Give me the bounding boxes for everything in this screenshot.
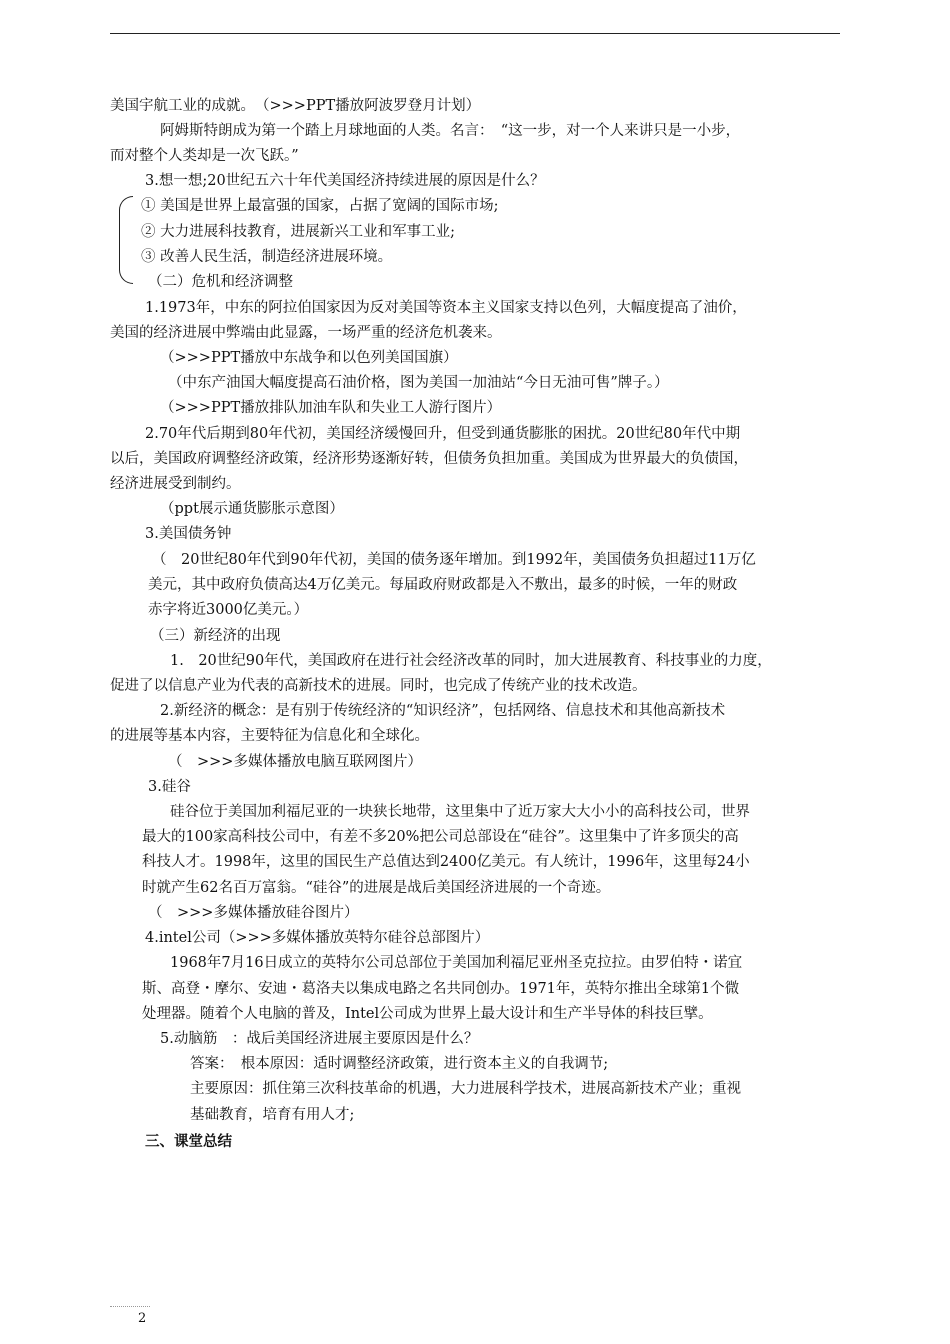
footer-rule (110, 1306, 150, 1307)
text-line: 赤字将近3000亿美元。） (148, 602, 309, 618)
text-line: 促进了以信息产业为代表的高新技术的进展。同时，也完成了传统产业的技术改造。 (110, 678, 647, 694)
text-line: （中东产油国大幅度提高石油价格，图为美国一加油站“今日无油可售”牌子。） (168, 375, 669, 391)
text-line: 阿姆斯特朗成为第一个踏上月球地面的人类。名言： “这一步，对一个人来讲只是一小步， (160, 123, 741, 139)
text-line: 2.70年代后期到80年代初，美国经济缓慢回升，但受到通货膨胀的困扰。20世纪80年代中期 (145, 426, 741, 442)
text-line: 科技人才。1998年，这里的国民生产总值达到2400亿美元。有人统计，1996年，这里每24小 (142, 854, 750, 870)
text-line: （ 20世纪80年代到90年代初，美国的债务逐年增加。到1992年，美国债务负担超过11万亿 (152, 552, 756, 568)
text-line: （ >>>多媒体播放电脑互联网图片） (168, 754, 422, 770)
text-line: 1968年7月16日成立的英特尔公司总部位于美国加利福尼亚州圣克拉拉。由罗伯特・诺宜 (170, 955, 743, 971)
text-line: 美国宇航工业的成就。 （>>>PPT播放阿波罗登月计划） (110, 98, 481, 114)
text-line: ③ 改善人民生活，制造经济进展环境。 (141, 249, 393, 265)
text-line: （>>>PPT播放中东战争和以色列美国国旗） (160, 350, 458, 366)
text-line: 3.想一想;20世纪五六十年代美国经济持续进展的原因是什么？ (145, 173, 545, 189)
text-line: 最大的100家高科技公司中，有差不多20%把公司总部设在“硅谷”。这里集中了许多顶尖的高 (142, 829, 739, 845)
text-line: （三）新经济的出现 (150, 628, 281, 644)
header-rule (110, 33, 840, 34)
text-line: （ >>>多媒体播放硅谷图片） (148, 905, 359, 921)
text-line: 4.intel公司（>>>多媒体播放英特尔硅谷总部图片） (145, 930, 490, 946)
text-line: 的进展等基本内容，主要特征为信息化和全球化。 (110, 728, 429, 744)
text-line: （二）危机和经济调整 (148, 274, 293, 290)
text-line: 以后，美国政府调整经济政策，经济形势逐渐好转，但债务负担加重。美国成为世界最大的负债国， (110, 451, 748, 467)
page-number: 2 (138, 1311, 147, 1326)
text-line: ① 美国是世界上最富强的国家，占据了宽阔的国际市场; (141, 198, 499, 214)
text-line: 3.硅谷 (148, 779, 191, 795)
text-line: （ppt展示通货膨胀示意图） (160, 501, 344, 517)
text-line: 处理器。随着个人电脑的普及，Intel公司成为世界上最大设计和生产半导体的科技巨擘。 (142, 1006, 713, 1022)
text-line: ② 大力进展科技教育，进展新兴工业和军事工业; (141, 224, 455, 240)
text-line: （>>>PPT播放排队加油车队和失业工人游行图片） (160, 400, 502, 416)
text-line: 时就产生62名百万富翁。“硅谷”的进展是战后美国经济进展的一个奇迹。 (142, 880, 611, 896)
text-line: 5.动脑筋 ：战后美国经济进展主要原因是什么？ (160, 1031, 479, 1047)
text-line: 答案： 根本原因：适时调整经济政策，进行资本主义的自我调节; (190, 1056, 609, 1072)
text-line: 1. 20世纪90年代，美国政府在进行社会经济改革的同时，加大进展教育、科技事业的力度， (170, 653, 772, 669)
text-line: 1.1973年，中东的阿拉伯国家因为反对美国等资本主义国家支持以色列，大幅度提高了油价， (145, 300, 747, 316)
text-line: 2.新经济的概念：是有别于传统经济的“知识经济”，包括网络、信息技术和其他高新技术 (160, 703, 726, 719)
text-line: 美元，其中政府负债高达4万亿美元。每届政府财政都是入不敷出，最多的时候，一年的财政 (148, 577, 738, 593)
text-line: 美国的经济进展中弊端由此显露，一场严重的经济危机袭来。 (110, 325, 502, 341)
text-line: 3.美国债务钟 (145, 526, 232, 542)
text-line: 主要原因：抓住第三次科技革命的机遇，大力进展科学技术，进展高新技术产业；重视 (190, 1081, 741, 1097)
left-brace (119, 196, 133, 284)
text-line: 斯、高登・摩尔、安迪・葛洛夫以集成电路之名共同创办。1971年，英特尔推出全球第1个微 (142, 981, 740, 997)
text-line: 硅谷位于美国加利福尼亚的一块狭长地带，这里集中了近万家大大小小的高科技公司，世界 (170, 804, 750, 820)
text-line: 经济进展受到制约。 (110, 476, 241, 492)
section-heading: 三、课堂总结 (145, 1133, 232, 1150)
text-line: 基础教育，培育有用人才; (190, 1107, 355, 1123)
text-line: 而对整个人类却是一次飞跃。” (110, 148, 299, 164)
